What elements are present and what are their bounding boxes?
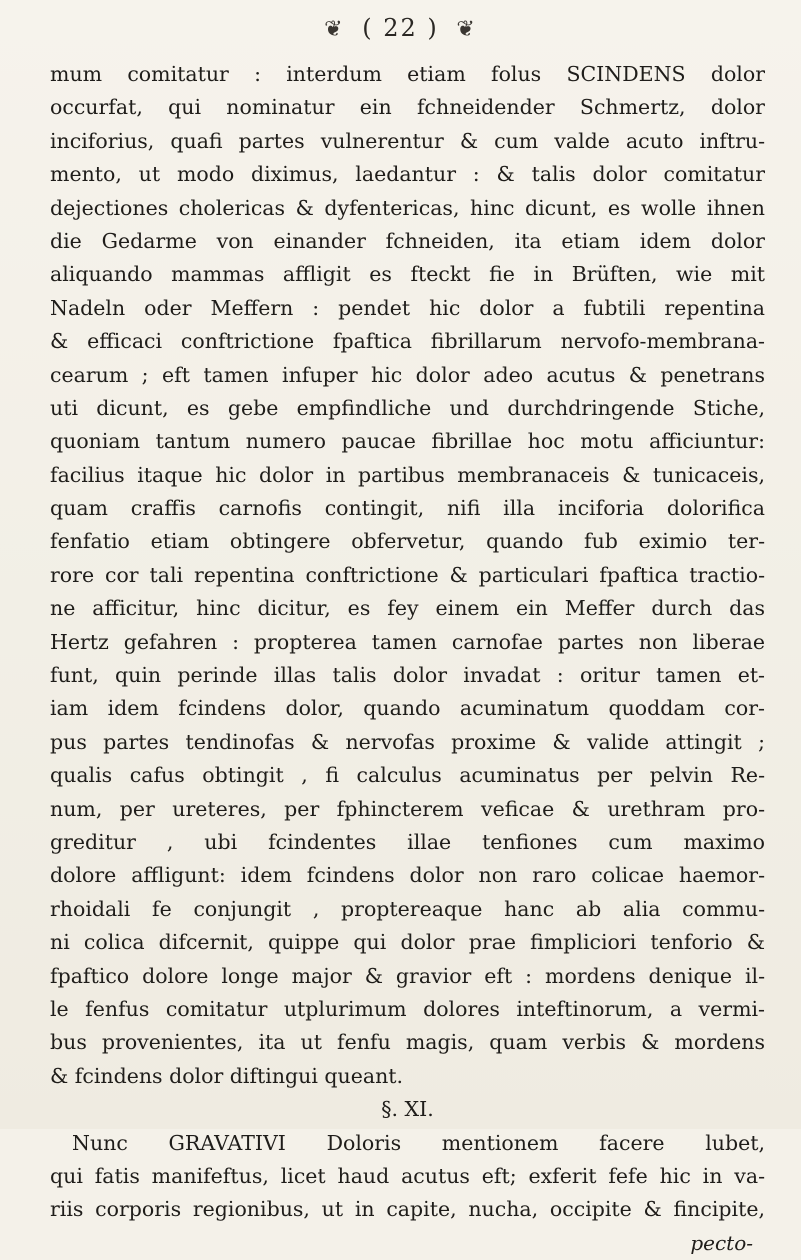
text-line: facilius itaque hic dolor in partibus membranaceis & tunicaceis, — [50, 462, 765, 487]
text-line: ni colica difcernit, quippe qui dolor prae fimpliciori tenforio & — [50, 930, 765, 955]
text-line: Hertz gefahren : propterea tamen carnofae partes non liberae — [50, 629, 765, 654]
text-line: uti dicunt, es gebe empfindliche und durchdringende Stiche, — [50, 395, 765, 420]
text-line: bus provenientes, ita ut fenfu magis, quam verbis & mordens — [50, 1030, 765, 1055]
text-line: fenfatio etiam obtingere obfervetur, quando fub eximio ter- — [50, 529, 765, 554]
text-line: quam craffis carnofis contingit, nifi illa inciforia dolorifica — [50, 496, 765, 521]
page-number: ( 22 ) — [362, 14, 439, 42]
text-line: le fenfus comitatur utplurimum dolores inteftinorum, a vermi- — [50, 996, 765, 1021]
text-line: qui fatis manifeftus, licet haud acutus eft; exferit fefe hic in va- — [50, 1163, 765, 1188]
text-line: qualis cafus obtingit , fi calculus acuminatus per pelvin Re- — [50, 763, 765, 788]
text-line: riis corporis regionibus, ut in capite, nucha, occipite & fincipite, — [50, 1197, 765, 1222]
text-line: mum comitatur : interdum etiam folus SCINDENS dolor — [50, 62, 765, 86]
fleuron-right-icon: ❦ — [456, 17, 477, 42]
catchword: pecto- — [690, 1230, 753, 1255]
text-line: iam idem fcindens dolor, quando acuminatum quoddam cor- — [50, 696, 765, 721]
text-line: occurfat, qui nominatur ein fchneidender Schmertz, dolor — [50, 95, 765, 120]
text-line: cearum ; eft tamen infuper hic dolor adeo acutus & penetrans — [50, 362, 765, 387]
text-line: quoniam tantum numero paucae fibrillae hoc motu afficiuntur: — [50, 429, 765, 454]
text-line: funt, quin perinde illas talis dolor invadat : oritur tamen et- — [50, 663, 765, 688]
body-text — [50, 58, 765, 1260]
text-line: dolore affligunt: idem fcindens dolor non raro colicae haemor- — [50, 863, 765, 888]
text-line: dejectiones cholericas & dyfentericas, hinc dicunt, es wolle ihnen — [50, 195, 765, 220]
text-line: pus partes tendinofas & nervofas proxime & valide attingit ; — [50, 729, 765, 754]
text-line: die Gedarme von einander fchneiden, ita etiam idem dolor — [50, 228, 765, 253]
text-line: rore cor tali repentina conftrictione & particulari fpaftica tractio- — [50, 562, 765, 587]
text-line: Nunc GRAVATIVI Doloris mentionem facere lubet, — [72, 1130, 765, 1155]
text-line: Nadeln oder Meffern : pendet hic dolor a fubtili repentina — [50, 295, 765, 320]
text-line: & efficaci conftrictione fpaftica fibrillarum nervofo-membrana- — [50, 329, 765, 354]
text-line: inciforius, quafi partes vulnerentur & cum valde acuto inftru- — [50, 128, 765, 153]
text-line: ne afficitur, hinc dicitur, es fey einem ein Meffer durch das — [50, 596, 765, 621]
text-line: greditur , ubi fcindentes illae tenfiones cum maximo — [50, 829, 765, 854]
text-line: rhoidali fe conjungit , proptereaque hanc ab alia commu- — [50, 896, 765, 921]
text-line: mento, ut modo diximus, laedantur : & talis dolor comitatur — [50, 162, 765, 187]
text-line: fpaftico dolore longe major & gravior eft : mordens denique il- — [50, 963, 765, 988]
page-header — [0, 14, 801, 42]
section-heading: §. XI. — [381, 1097, 434, 1122]
text-line: aliquando mammas affligit es fteckt fie in Brüften, wie mit — [50, 262, 765, 287]
fleuron-left-icon: ❦ — [324, 17, 345, 42]
text-line: num, per ureteres, per fphincterem veficae & urethram pro- — [50, 796, 765, 821]
text-line: & fcindens dolor diftingui queant. — [50, 1063, 404, 1088]
